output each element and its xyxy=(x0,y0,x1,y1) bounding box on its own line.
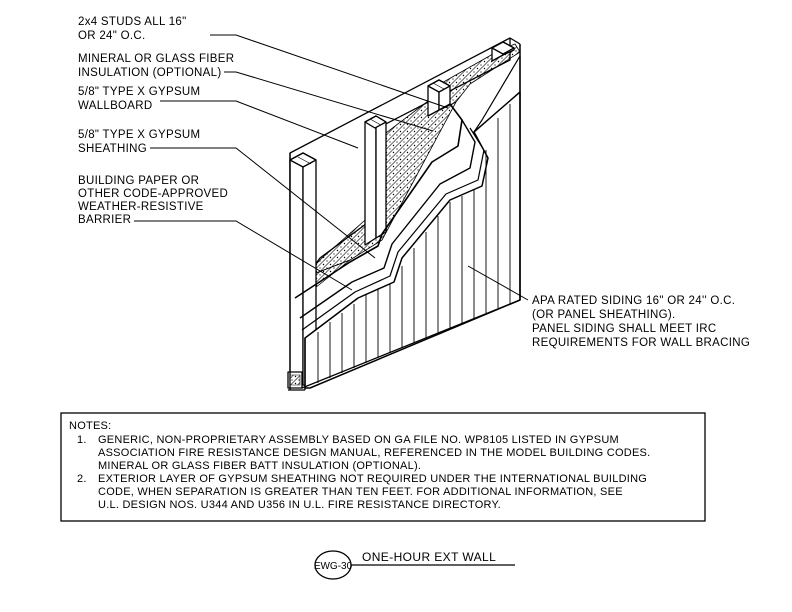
label-wallboard-line-2: WALLBOARD xyxy=(78,100,153,112)
wood-stud-middle xyxy=(365,116,386,245)
label-studs-line-1: 2x4 STUDS ALL 16" xyxy=(78,16,187,28)
note-1-text xyxy=(98,434,654,472)
label-insulation xyxy=(78,53,238,79)
label-wallboard-line-1: 5/8" TYPE X GYPSUM xyxy=(78,86,201,98)
label-sheathing xyxy=(78,129,204,155)
label-barrier-line-4: BARRIER xyxy=(78,214,132,226)
label-barrier-line-3: WEATHER-RESISTIVE xyxy=(78,201,204,213)
notes-box xyxy=(61,413,705,521)
detail-title-text: ONE-HOUR EXT WALL xyxy=(362,550,497,564)
note-2-line-1: EXTERIOR LAYER OF GYPSUM SHEATHING NOT REQUIRED UNDER THE INTERNATIONAL BUILDING xyxy=(98,473,648,485)
label-sheathing-line-1: 5/8" TYPE X GYPSUM xyxy=(78,129,201,141)
label-siding-line-1: APA RATED SIDING 16" OR 24'' O.C. xyxy=(532,295,736,307)
note-1-number: 1. xyxy=(77,434,87,446)
notes-heading: NOTES: xyxy=(69,420,112,432)
note-2-line-2: CODE, WHEN SEPARATION IS GREATER THAN TEN FEET. FOR ADDITIONAL INFORMATION, SEE xyxy=(98,486,623,498)
label-siding xyxy=(532,295,750,349)
note-2-number: 2. xyxy=(77,473,87,485)
detail-tag: EWG-30 xyxy=(313,561,353,572)
note-2-text xyxy=(98,473,650,511)
label-siding-line-3: PANEL SIDING SHALL MEET IRC xyxy=(532,323,717,335)
label-studs xyxy=(78,16,190,42)
label-sheathing-line-2: SHEATHING xyxy=(78,143,147,155)
detail-title xyxy=(314,550,515,579)
label-studs-line-2: OR 24" O.C. xyxy=(78,30,146,42)
label-barrier-line-2: OTHER CODE-APPROVED xyxy=(78,188,229,200)
label-wallboard xyxy=(78,86,204,112)
note-1-line-3: MINERAL OR GLASS FIBER BATT INSULATION (OPTIONAL). xyxy=(98,460,422,472)
note-1-line-2: ASSOCIATION FIRE RESISTANCE DESIGN MANUAL, REFERENCED IN THE MODEL BUILDING CODES. xyxy=(98,447,651,459)
note-2-line-3: U.L. DESIGN NOS. U344 AND U356 IN U.L. FIRE RESISTANCE DIRECTORY. xyxy=(98,499,501,511)
label-siding-line-4: REQUIREMENTS FOR WALL BRACING xyxy=(532,337,751,349)
label-barrier xyxy=(78,175,232,226)
label-insulation-line-2: INSULATION (OPTIONAL) xyxy=(78,67,222,79)
label-insulation-line-1: MINERAL OR GLASS FIBER xyxy=(78,53,235,65)
wall-assembly-graphic xyxy=(288,38,520,390)
note-1-line-1: GENERIC, NON-PROPRIETARY ASSEMBLY BASED ON GA FILE NO. WP8105 LISTED IN GYPSUM xyxy=(98,434,619,446)
label-siding-line-2: (OR PANEL SHEATHING). xyxy=(532,309,676,321)
label-barrier-line-1: BUILDING PAPER OR xyxy=(78,175,200,187)
